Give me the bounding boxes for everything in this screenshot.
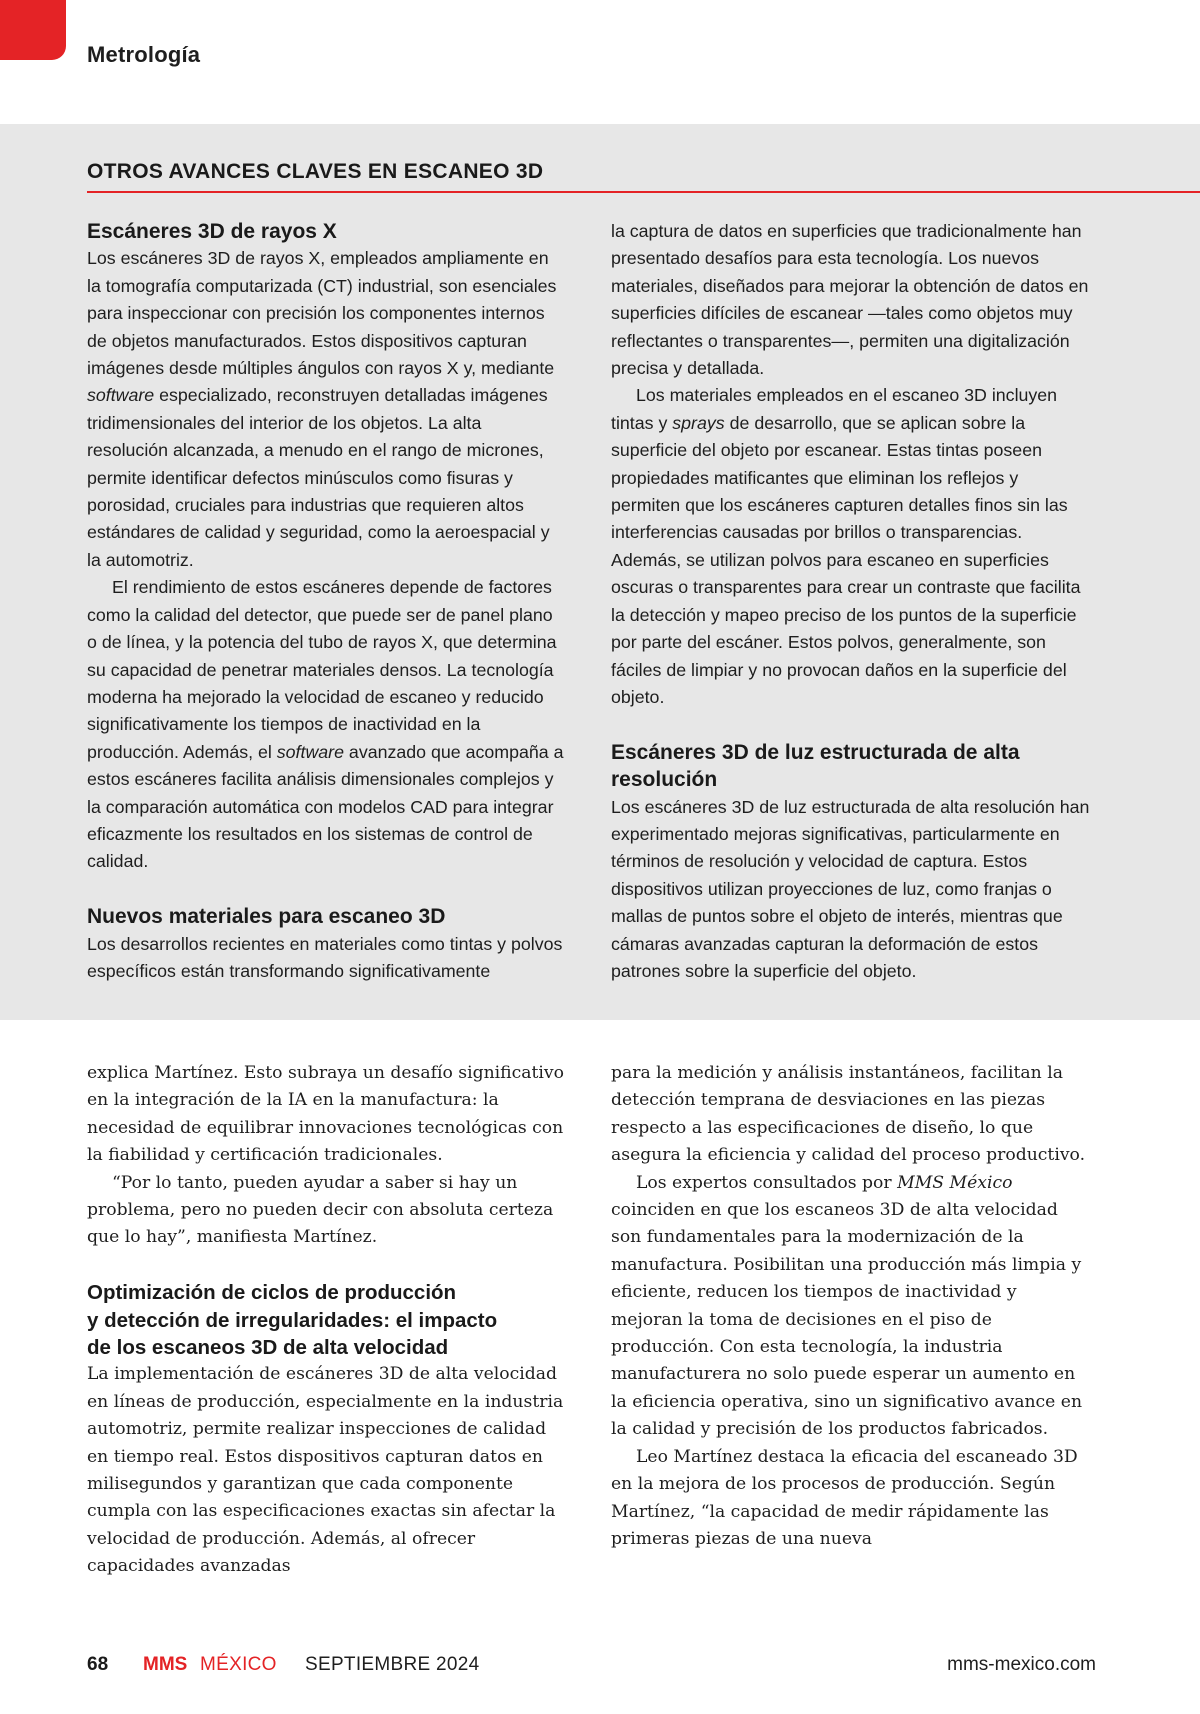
magazine-brand: MMS [143, 1654, 188, 1675]
sidebar-box-divider [87, 191, 1200, 193]
article-column-left [87, 1060, 567, 1581]
sidebar-column-right [611, 218, 1091, 985]
paragraph: Los expertos consultados por MMS México coinciden en que los escaneos 3D de alta velocidad son fundamentales para la modernización de la manufactura. Posibilitan una producción más limpia y eficiente, reducen los tiempos de inactividad y mejoran la toma de decisiones en el piso de producción. Con esta tecnología, la industria manufacturera no solo puede esperar un aumento en la eficiencia operativa, sino un significativo avance en la calidad y precisión de los productos fabricados. [611, 1172, 1083, 1440]
article-column-right [611, 1060, 1091, 1553]
paragraph: Los materiales empleados en el escaneo 3D incluyen tintas y sprays de desarrollo, que se aplican sobre la superficie del objeto por escanear. Estas tintas poseen propiedades matificantes que eliminan los reflejos y permiten que los escáneres capturen detalles finos sin las interferencias causadas por brillos o transparencias. Además, se utilizan polvos para escaneo en superficies oscuras o transparentes para crear un contraste que facilita la detección y mapeo preciso de los puntos de la superficie por parte del escáner. Estos polvos, generalmente, son fáciles de limpiar y no provocan daños en la superficie del objeto. [611, 385, 1081, 707]
paragraph: Los desarrollos recientes en materiales como tintas y polvos específicos están transformando significativamente [87, 933, 563, 981]
paragraph: la captura de datos en superficies que tradicionalmente han presentado desafíos para esta tecnología. Los nuevos materiales, diseñados para mejorar la obtención de datos en superficies difíciles de escanear —tales como objetos muy reflectantes o transparentes—, permiten una digitalización precisa y detallada. [611, 221, 1089, 379]
subheading-materials: Nuevos materiales para escaneo 3D [87, 905, 446, 929]
subheading-optimization: Optimización de ciclos de producción y detección de irregularidades: el impacto de los escaneos 3D de alta velocidad [87, 1281, 498, 1360]
website-link[interactable]: mms-mexico.com [947, 1654, 1096, 1675]
paragraph: El rendimiento de estos escáneres depende de factores como la calidad del detector, que puede ser de panel plano o de línea, y la potencia del tubo de rayos X, que determina su capacidad de penetrar materiales densos. La tecnología moderna ha mejorado la velocidad de escaneo y reducido significativamente los tiempos de inactividad en la producción. Además, el software avanzado que acompaña a estos escáneres facilita análisis dimensionales complejos y la comparación automática con modelos CAD para integrar eficazmente los resultados en los sistemas de control de calidad. [87, 577, 564, 872]
page-number: 68 [87, 1654, 109, 1675]
subheading-xray: Escáneres 3D de rayos X [87, 220, 337, 243]
subheading-structured-light: Escáneres 3D de luz estructurada de alta resolución [611, 740, 1020, 792]
paragraph: Leo Martínez destaca la eficacia del escaneado 3D en la mejora de los procesos de producción. Según Martínez, “la capacidad de medir rápidamente las primeras piezas de una nueva [611, 1446, 1078, 1549]
magazine-country: MÉXICO [200, 1654, 277, 1675]
paragraph: explica Martínez. Esto subraya un desafío significativo en la integración de la IA en la manufactura: la necesidad de equilibrar innovaciones tecnológicas con la fiabilidad y certificación tradicionales. [87, 1063, 564, 1166]
paragraph: Los escáneres 3D de rayos X, empleados ampliamente en la tomografía computarizada (CT) industrial, son esenciales para inspeccionar con precisión los componentes internos de objetos manufacturados. Estos dispositivos capturan imágenes desde múltiples ángulos con rayos X y, mediante software especializado, reconstruyen detalladas imágenes tridimensionales del interior de los objetos. La alta resolución alcanzada, a menudo en el rango de micrones, permite identificar defectos minúsculos como fisuras y porosidad, cruciales para industrias que requieren altos estándares de calidad y seguridad, como la aeroespacial y la automotriz. [87, 248, 557, 570]
sidebar-box-title: OTROS AVANCES CLAVES EN ESCANEO 3D [87, 160, 544, 183]
paragraph: Los escáneres 3D de luz estructurada de alta resolución han experimentado mejoras significativas, particularmente en términos de resolución y velocidad de captura. Estos dispositivos utilizan proyecciones de luz, como franjas o mallas de puntos sobre el objeto de interés, mientras que cámaras avanzadas capturan la deformación de estos patrones sobre la superficie del objeto. [611, 796, 1090, 981]
section-label: Metrología [87, 42, 201, 67]
paragraph: La implementación de escáneres 3D de alta velocidad en líneas de producción, especialmente en la industria automotriz, permite realizar inspecciones de calidad en tiempo real. Estos dispositivos capturan datos en milisegundos y garantizan que cada componente cumpla con las especificaciones exactas sin afectar la velocidad de producción. Además, al ofrecer capacidades avanzadas [87, 1364, 564, 1577]
paragraph: para la medición y análisis instantáneos, facilitan la detección temprana de desviaciones en las piezas respecto a las especificaciones de diseño, lo que asegura la eficiencia y calidad del proceso productivo. [611, 1063, 1086, 1166]
paragraph: “Por lo tanto, pueden ayudar a saber si hay un problema, pero no pueden decir con absoluta certeza que lo hay”, manifiesta Martínez. [87, 1172, 554, 1248]
section-color-tab [0, 0, 66, 60]
page-footer [0, 1646, 1200, 1686]
sidebar-column-left [87, 218, 567, 985]
issue-date: SEPTIEMBRE 2024 [305, 1654, 480, 1675]
